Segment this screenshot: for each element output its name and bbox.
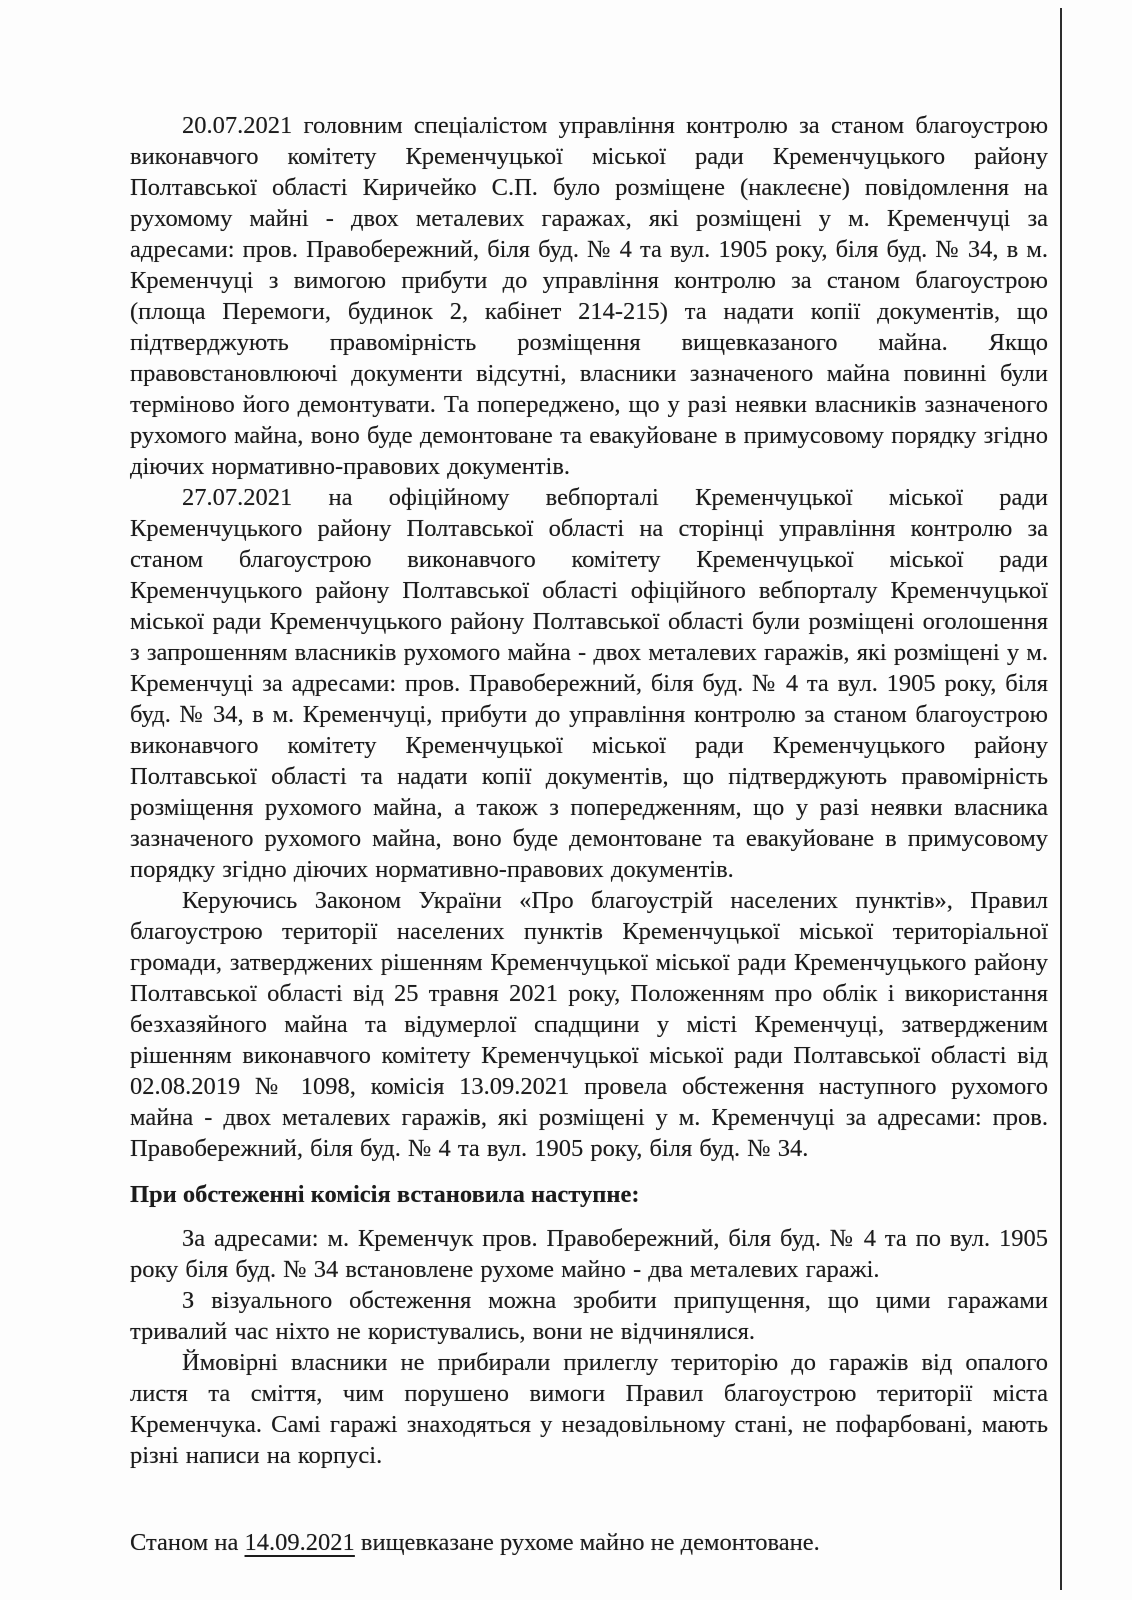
status-prefix: Станом на <box>130 1529 245 1556</box>
paragraph-legal-basis-inspection: Керуючись Законом України «Про благоустрій населених пунктів», Правил благоустрою території населених пунктів Кременчуцької міської територіальної громади, затверджених рішенням Кременчуцької міської ради Кременчуцького району Полтавської області від 25 травня 2021 року, Положенням про облік і використання безхазяйного майна та відумерлої спадщини у місті Кременчуці, затвердженим рішенням виконавчого комітету Кременчуцької міської ради Полтавської області від 02.08.2019 № 1098, комісія 13.09.2021 провела обстеження наступного рухомого майна - двох металевих гаражів, які розміщені у м. Кременчуці за адресами: пров. Правобережний, біля буд. № 4 та вул. 1905 року, біля буд. № 34. <box>130 887 1048 1162</box>
paragraph-finding-unused: З візуального обстеження можна зробити припущення, що цими гаражами тривалий час ніхто не користувались, вони не відчинялися. <box>130 1287 1048 1345</box>
section-heading-commission-findings: При обстеженні комісія встановила наступне: <box>130 1181 640 1208</box>
paragraph-finding-addresses: За адресами: м. Кременчук пров. Правобережний, біля буд. № 4 та по вул. 1905 року біля буд. № 34 встановлене рухоме майно - два металевих гаражі. <box>130 1225 1048 1283</box>
document-body <box>130 110 1048 1558</box>
status-date-underlined: 14.09.2021 <box>244 1529 355 1556</box>
scan-edge-line <box>1060 8 1062 1590</box>
status-suffix: вищевказане рухоме майно не демонтоване. <box>354 1529 820 1556</box>
status-line <box>130 1527 1048 1558</box>
paragraph-notice-placement: 20.07.2021 головним спеціалістом управління контролю за станом благоустрою виконавчого комітету Кременчуцької міської ради Кременчуцького району Полтавської області Киричейко С.П. було розміщене (наклеєне) повідомлення на рухомому майні - двох металевих гаражах, які розміщені у м. Кременчуці за адресами: пров. Правобережний, біля буд. № 4 та вул. 1905 року, біля буд. № 34, в м. Кременчуці з вимогою прибути до управління контролю за станом благоустрою (площа Перемоги, будинок 2, кабінет 214-215) та надати копії документів, що підтверджують правомірність розміщення вищевказаного майна. Якщо правовстановлюючі документи відсутні, власники зазначеного майна повинні були терміново його демонтувати. Та попереджено, що у разі неявки власників зазначеного рухомого майна, воно буде демонтоване та евакуйоване в примусовому порядку згідно діючих нормативно-правових документів. <box>130 112 1048 480</box>
paragraph-finding-condition: Ймовірні власники не прибирали прилеглу територію до гаражів від опалого листя та сміття, чим порушено вимоги Правил благоустрою території міста Кременчука. Самі гаражі знаходяться у незадовільному стані, не пофарбовані, мають різні написи на корпусі. <box>130 1349 1048 1469</box>
paragraph-webportal-announcement: 27.07.2021 на офіційному вебпорталі Кременчуцької міської ради Кременчуцького району Полтавської області на сторінці управління контролю за станом благоустрою виконавчого комітету Кременчуцької міської ради Кременчуцького району Полтавської області офіційного вебпорталу Кременчуцької міської ради Кременчуцького району Полтавської області були розміщені оголошення з запрошенням власників рухомого майна - двох металевих гаражів, які розміщені у м. Кременчуці за адресами: пров. Правобережний, біля буд. № 4 та вул. 1905 року, біля буд. № 34, в м. Кременчуці, прибути до управління контролю за станом благоустрою виконавчого комітету Кременчуцької міської ради Кременчуцького району Полтавської області та надати копії документів, що підтверджують правомірність розміщення рухомого майна, а також з попередженням, що у разі неявки власника зазначеного рухомого майна, воно буде демонтоване та евакуйоване в примусовому порядку згідно діючих нормативно-правових документів. <box>130 484 1048 883</box>
